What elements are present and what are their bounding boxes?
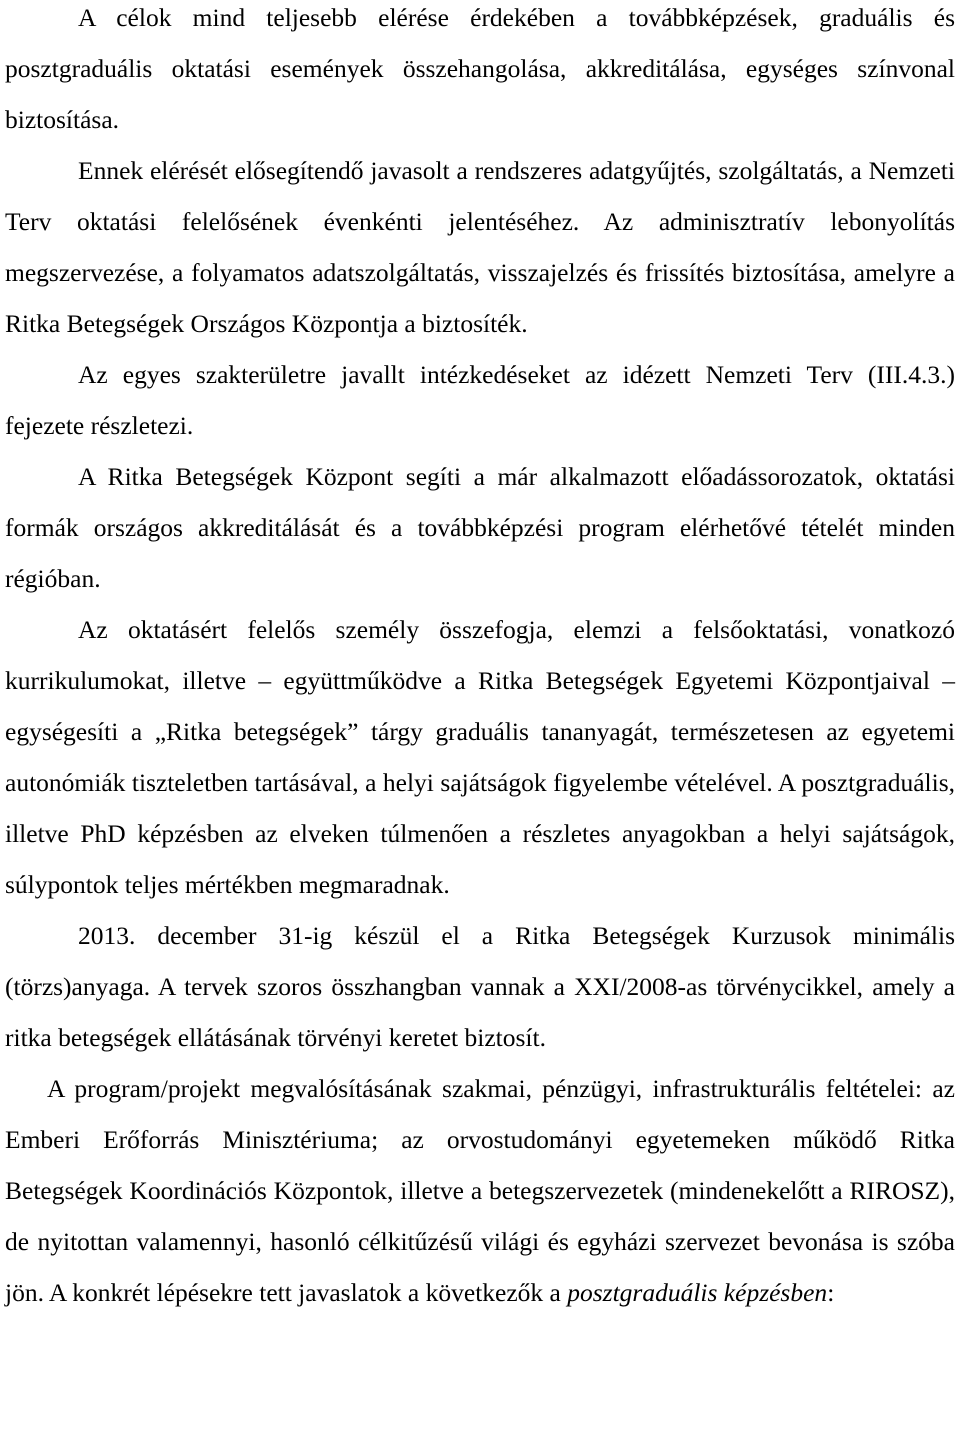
paragraph-6: 2013. december 31-ig készül el a Ritka Betegségek Kurzusok minimális (törzs)anyaga. A tervek szoros összhangban vannak a XXI/2008-as törvénycikkel, amely a ritka betegségek ellátásának törvényi keretet biztosít. (5, 921, 955, 1052)
paragraph-4: A Ritka Betegségek Központ segíti a már alkalmazott előadássorozatok, oktatási formák országos akkreditálását és a továbbképzési program elérhetővé tételét minden régióban. (5, 462, 955, 593)
paragraph-7-end: : (827, 1278, 835, 1307)
paragraph-7 (5, 1063, 955, 1318)
paragraph-7-italic: posztgraduális képzésben (567, 1278, 828, 1307)
paragraph-7-text: A program/projekt megvalósításának szakmai, pénzügyi, infrastrukturális feltételei: az Emberi Erőforrás Minisztériuma; az orvostudományi egyetemeken működő Ritka Betegségek Koordinációs Központok, illetve a betegszervezetek (mindenekelőtt a RIROSZ), de nyitottan valamennyi, hasonló célkitűzésű világi és egyházi szervezet bevonása is szóba jön. A konkrét lépésekre tett javaslatok a következők a (5, 1074, 955, 1307)
paragraph-1: A célok mind teljesebb elérése érdekében a továbbképzések, graduális és posztgraduális oktatási események összehangolása, akkreditálása, egységes színvonal biztosítása. (5, 3, 955, 134)
paragraph-5: Az oktatásért felelős személy összefogja, elemzi a felsőoktatási, vonatkozó kurrikulumokat, illetve – együttműködve a Ritka Betegségek Egyetemi Központjaival – egységesíti a „Ritka betegségek” tárgy graduális tananyagát, természetesen az egyetemi autonómiák tiszteletben tartásával, a helyi sajátságok figyelembe vételével. A posztgraduális, illetve PhD képzésben az elveken túlmenően a részletes anyagokban a helyi sajátságok, súlypontok teljes mértékben megmaradnak. (5, 615, 955, 899)
paragraph-2: Ennek elérését elősegítendő javasolt a rendszeres adatgyűjtés, szolgáltatás, a Nemzeti Terv oktatási felelősének évenkénti jelentéséhez. Az adminisztratív lebonyolítás megszervezése, a folyamatos adatszolgáltatás, visszajelzés és frissítés biztosítása, amelyre a Ritka Betegségek Országos Központja a biztosíték. (5, 156, 955, 338)
paragraph-3: Az egyes szakterületre javallt intézkedéseket az idézett Nemzeti Terv (III.4.3.) fejezete részletezi. (5, 360, 955, 440)
